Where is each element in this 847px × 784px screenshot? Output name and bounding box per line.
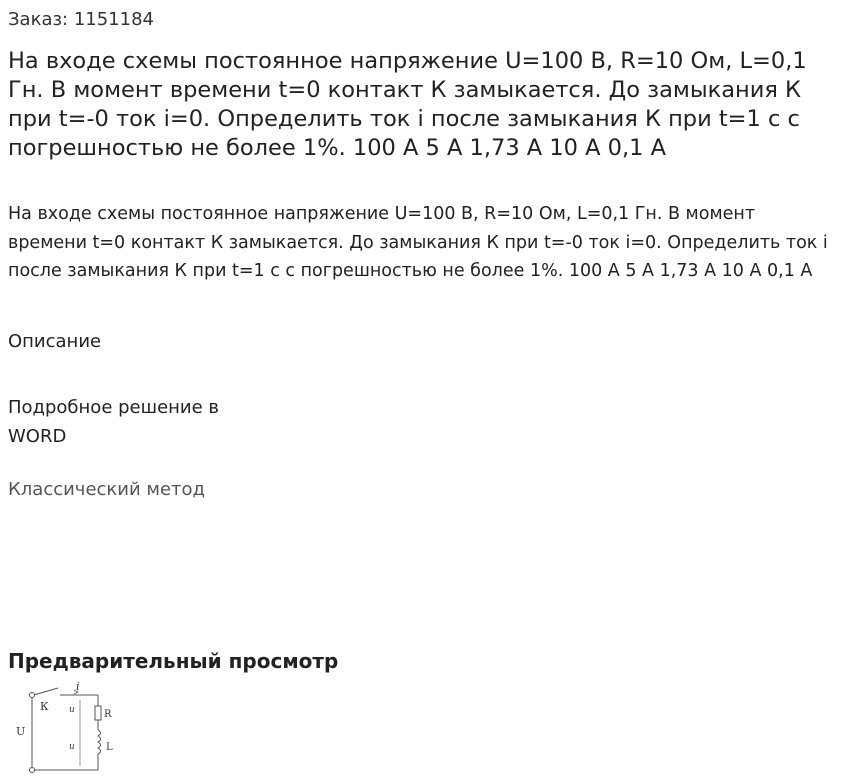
inductor-symbol xyxy=(98,730,101,754)
task-text: На входе схемы постоянное напряжение U=100 В, R=10 Ом, L=0,1 Гн. В момент времени t=0 контакт К замыкается. До замыкания К при t=-0 ток i=0. Определить ток i после замыкания К при t=1 с с погрешностью не более 1%. 100 А 5 А 1,73 А 10 А 0,1 А xyxy=(8,204,828,281)
preview-circuit-image[interactable] xyxy=(10,678,125,778)
terminal-bottom xyxy=(30,768,35,773)
switch-blade xyxy=(34,688,58,695)
description-label: Описание xyxy=(8,331,102,352)
voltage-label: U xyxy=(16,725,26,738)
preview-heading: Предварительный просмотр xyxy=(8,649,339,673)
solution-note: Подробное решение в WORD xyxy=(8,397,220,447)
u-r-label: u xyxy=(69,705,75,715)
terminal-top xyxy=(30,693,35,698)
resistor-symbol xyxy=(95,706,101,720)
resistor-label: R xyxy=(104,709,112,720)
task-title: На входе схемы постоянное напряжение U=100 В, R=10 Ом, L=0,1 Гн. В момент времени t=0 контакт К замыкается. До замыкания К при t=-0 ток i=0. Определить ток i после замыкания К при t=1 с с погрешностью не более 1%. 100 А 5 А 1,73 А 10 А 0,1 А xyxy=(8,48,807,161)
u-l-label: u xyxy=(69,742,75,752)
order-number: Заказ: 1151184 xyxy=(8,9,154,30)
method-note: Классический метод xyxy=(8,479,205,500)
inductor-label: L xyxy=(106,742,113,753)
switch-label: К xyxy=(40,700,49,713)
current-label: i xyxy=(76,680,80,693)
